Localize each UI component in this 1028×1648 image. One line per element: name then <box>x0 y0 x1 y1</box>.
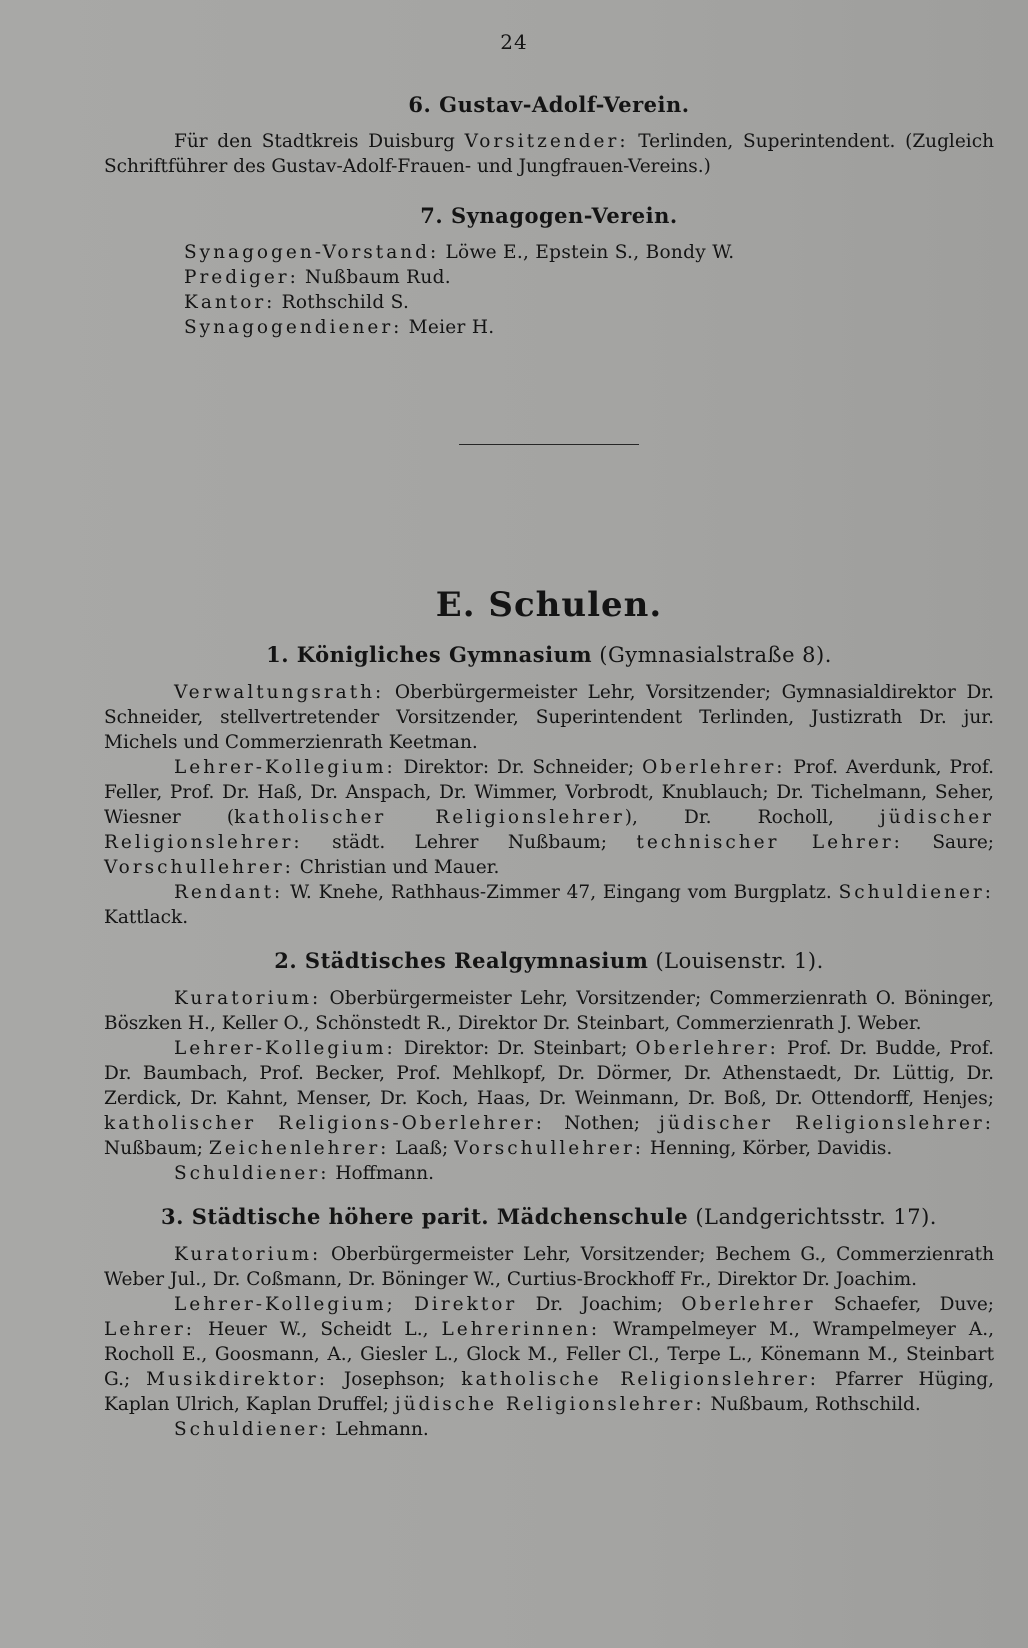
page-content <box>104 82 994 1442</box>
label: Synagogendiener: <box>184 317 403 338</box>
label: Oberlehrer: <box>642 757 786 778</box>
text: ), Dr. Rocholl, <box>624 807 881 828</box>
gustav-adolf-paragraph <box>104 129 994 179</box>
part-title: E. Schulen. <box>435 585 663 625</box>
text <box>396 1294 414 1315</box>
gymnasium-admin <box>104 880 994 930</box>
value: Meier H. <box>402 317 495 338</box>
text: Oberbürgermeister Lehr, Vorsitzender; Commerzienrath O. Böninger, Böszken H., Keller O., Schönstedt R., Direktor Dr. Steinbart, Commerzienrath J. Weber. <box>104 988 994 1034</box>
text: Prof. Dr. Budde, Prof. Dr. Baumbach, Prof. Becker, Prof. Mehlkopf, Dr. Dörmer, Dr. Athenstaedt, Dr. Lüttig, Dr. Zerdick, Dr. Kahnt, Menser, Dr. Koch, Haas, Dr. Weinmann, Dr. Boß, Dr. Ottendorff, Henjes; <box>104 1038 994 1109</box>
value: Nußbaum Rud. <box>298 267 451 288</box>
address: (Louisenstr. 1). <box>648 949 824 973</box>
text: Nußbaum; <box>104 1138 209 1159</box>
heading-text: 2. Städtisches Realgymnasium <box>274 948 649 973</box>
synagogue-line <box>104 265 994 290</box>
label: Musikdirektor: <box>146 1369 328 1390</box>
page-number: 24 <box>500 30 528 54</box>
text: Terlinden, Superintendent. (Zugleich Schriftführer des Gustav-Adolf-Frauen- und Jungfrauen-Vereins.) <box>104 131 994 177</box>
maedchenschule-staff <box>104 1292 994 1417</box>
realgymnasium-board <box>104 986 994 1036</box>
label: Vorschullehrer: <box>104 857 294 878</box>
synagogue-line <box>104 290 994 315</box>
realgymnasium-admin <box>104 1161 994 1186</box>
gymnasium-staff <box>104 755 994 880</box>
text: Schaefer, Duve; <box>815 1294 995 1315</box>
label: Oberlehrer <box>681 1294 816 1315</box>
text: Saure; <box>902 832 994 853</box>
text: Josephson; <box>327 1369 462 1390</box>
maedchenschule-board <box>104 1242 994 1292</box>
text: Lehmann. <box>329 1419 429 1440</box>
label: Direktor <box>414 1294 518 1315</box>
text: Kattlack. <box>104 907 189 928</box>
text: Prof. Averdunk, Prof. Feller, Prof. Dr. Haß, Dr. Anspach, Dr. Wimmer, Vorbrodt, Knublauch; Dr. Tichelmann, Seher, Wiesner ( <box>104 757 994 828</box>
label: Lehrerinnen: <box>441 1319 601 1340</box>
label: Schuldiener: <box>174 1163 330 1184</box>
label: Kuratorium: <box>174 988 322 1009</box>
realgymnasium-staff <box>104 1036 994 1161</box>
label: Prediger: <box>184 267 299 288</box>
label: Lehrer-Kollegium; <box>174 1294 396 1315</box>
label: katholische Religionslehrer: <box>461 1369 820 1390</box>
maedchenschule-admin <box>104 1417 994 1442</box>
label: Vorschullehrer: <box>454 1138 645 1159</box>
label: Zeichenlehrer: <box>208 1138 390 1159</box>
gymnasium-board <box>104 680 994 755</box>
text: Wrampelmeyer M., Wrampelmeyer A., Rocholl E., Goosmann, A., Giesler L., Glock M., Feller Cl., Terpe L., Könemann M., Steinbart G.; <box>104 1319 994 1390</box>
synagogue-line <box>104 315 994 340</box>
text: Hoffmann. <box>329 1163 435 1184</box>
label: Lehrer-Kollegium: <box>174 1038 396 1059</box>
text: Laaß; <box>389 1138 455 1159</box>
gustav-adolf-heading: 6. Gustav-Adolf-Verein. <box>408 92 690 117</box>
label: Rendant: <box>174 882 284 903</box>
text: Oberbürgermeister Lehr, Vorsitzender; Bechem G., Commerzienrath Weber Jul., Dr. Coßmann, Dr. Böninger W., Curtius-Brockhoff Fr., Direktor Dr. Joachim. <box>104 1244 994 1290</box>
value: Löwe E., Epstein S., Bondy W. <box>439 242 735 263</box>
label: Schuldiener: <box>174 1419 330 1440</box>
label: katholischer Religionslehrer <box>234 807 625 828</box>
text: Direktor: Dr. Schneider; <box>395 757 643 778</box>
label: Vorsitzender: <box>464 131 629 152</box>
text: Heuer W., Scheidt L., <box>195 1319 442 1340</box>
synagogue-line <box>104 240 994 265</box>
text: städt. Lehrer Nußbaum; <box>302 832 637 853</box>
maedchenschule-heading <box>104 1204 994 1230</box>
text: Für den Stadtkreis Duisburg <box>174 131 465 152</box>
label: Verwaltungsrath: <box>174 682 385 703</box>
section-divider <box>459 444 639 445</box>
label: jüdische Religionslehrer: <box>394 1394 705 1415</box>
text: Nothen; <box>545 1113 660 1134</box>
label: katholischer Religions-Oberlehrer: <box>104 1113 546 1134</box>
label: Lehrer-Kollegium: <box>174 757 396 778</box>
text: Henning, Körber, Davidis. <box>644 1138 893 1159</box>
synagogue-heading: 7. Synagogen-Verein. <box>420 203 678 228</box>
label: Schuldiener: <box>838 882 994 903</box>
value: Rothschild S. <box>275 292 410 313</box>
text: Pfarrer Hüging, Kaplan Ulrich, Kaplan Druffel; <box>104 1369 995 1415</box>
realgymnasium-heading <box>104 948 994 974</box>
label: technischer Lehrer: <box>636 832 903 853</box>
text: Dr. Joachim; <box>517 1294 682 1315</box>
text: W. Knehe, Rathhaus-Zimmer 47, Eingang vom Burgplatz. <box>283 882 839 903</box>
heading-text: 3. Städtische höhere parit. Mädchenschule <box>161 1204 689 1229</box>
text: Nußbaum, Rothschild. <box>704 1394 921 1415</box>
label: jüdischer Religionslehrer: <box>659 1113 994 1134</box>
text: Oberbürgermeister Lehr, Vorsitzender; Gymnasialdirektor Dr. Schneider, stellvertretender Vorsitzender, Superintendent Terlinden, Justizrath Dr. jur. Michels und Commerzienrath Keetman. <box>104 682 994 753</box>
text: Direktor: Dr. Steinbart; <box>395 1038 636 1059</box>
heading-text: 1. Königliches Gymnasium <box>266 642 593 667</box>
label: Kantor: <box>184 292 276 313</box>
label: Lehrer: <box>104 1319 196 1340</box>
address: (Landgerichtsstr. 17). <box>688 1205 937 1229</box>
label: jüdischer Religionslehrer: <box>104 807 994 853</box>
address: (Gymnasialstraße 8). <box>592 643 832 667</box>
gymnasium-heading <box>104 642 994 668</box>
label: Kuratorium: <box>174 1244 322 1265</box>
text: Christian und Mauer. <box>293 857 500 878</box>
label: Oberlehrer: <box>635 1038 779 1059</box>
label: Synagogen-Vorstand: <box>184 242 440 263</box>
